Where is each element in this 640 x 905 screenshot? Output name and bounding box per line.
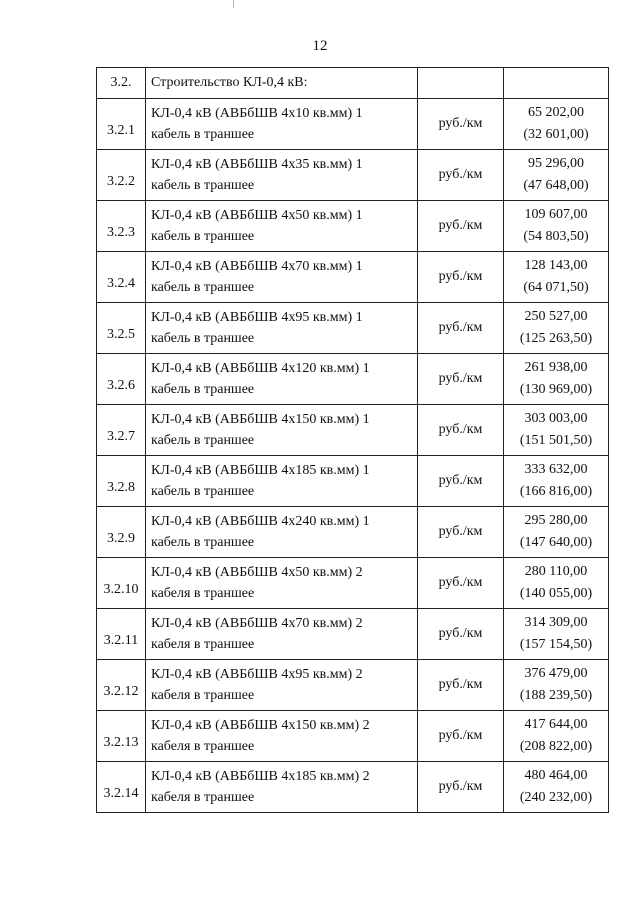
item-name-line1: КЛ-0,4 кВ (АВБбШВ 4х10 кв.мм) 1 — [151, 106, 363, 121]
item-code: 3.2.6 — [107, 378, 135, 393]
item-name-cell — [146, 762, 418, 813]
item-name-line2: кабеля в траншее — [151, 739, 255, 754]
item-code-cell — [97, 660, 146, 711]
scan-mark — [233, 0, 234, 8]
item-price-cell — [504, 660, 609, 711]
item-price-alt: (125 263,50) — [519, 331, 593, 346]
item-price: 295 280,00 — [524, 513, 588, 528]
item-name-cell — [146, 303, 418, 354]
item-price: 280 110,00 — [524, 564, 588, 579]
item-price-cell — [504, 150, 609, 201]
item-price-alt: (47 648,00) — [523, 178, 589, 193]
item-name-cell — [146, 660, 418, 711]
section-code: 3.2. — [97, 68, 146, 99]
table-row — [97, 99, 609, 150]
table-row — [97, 405, 609, 456]
item-code-cell — [97, 354, 146, 405]
item-code-cell — [97, 558, 146, 609]
item-name-cell — [146, 201, 418, 252]
table-row — [97, 456, 609, 507]
item-name-line2: кабель в траншее — [151, 229, 255, 244]
item-name-cell — [146, 150, 418, 201]
item-price-cell — [504, 762, 609, 813]
item-name-line2: кабель в траншее — [151, 280, 255, 295]
item-price: 65 202,00 — [528, 105, 584, 120]
item-code-cell — [97, 150, 146, 201]
section-unit-cell — [418, 68, 504, 99]
item-code: 3.2.3 — [107, 225, 135, 240]
item-name-line1: КЛ-0,4 кВ (АВБбШВ 4х50 кв.мм) 2 — [151, 565, 363, 580]
table-row — [97, 762, 609, 813]
item-name-cell — [146, 507, 418, 558]
item-price-alt: (147 640,00) — [519, 535, 593, 550]
item-name-line2: кабель в траншее — [151, 127, 255, 142]
item-price: 109 607,00 — [524, 207, 588, 222]
item-code: 3.2.13 — [103, 735, 139, 750]
item-name-line1: КЛ-0,4 кВ (АВБбШВ 4х185 кв.мм) 1 — [151, 463, 370, 478]
item-code-cell — [97, 762, 146, 813]
item-price-alt: (240 232,00) — [519, 790, 593, 805]
item-code: 3.2.8 — [107, 480, 135, 495]
item-unit: руб./км — [418, 507, 504, 558]
item-name-line2: кабель в траншее — [151, 535, 255, 550]
item-price: 261 938,00 — [524, 360, 588, 375]
item-code-cell — [97, 201, 146, 252]
item-price-cell — [504, 354, 609, 405]
item-name-line1: КЛ-0,4 кВ (АВБбШВ 4х35 кв.мм) 1 — [151, 157, 363, 172]
item-name-line2: кабель в траншее — [151, 433, 255, 448]
item-name-line1: КЛ-0,4 кВ (АВБбШВ 4х70 кв.мм) 1 — [151, 259, 363, 274]
item-code: 3.2.2 — [107, 174, 135, 189]
item-unit: руб./км — [418, 609, 504, 660]
item-unit: руб./км — [418, 99, 504, 150]
item-price-alt: (32 601,00) — [523, 127, 589, 142]
item-unit: руб./км — [418, 303, 504, 354]
item-unit: руб./км — [418, 660, 504, 711]
item-name-cell — [146, 354, 418, 405]
item-name-line1: КЛ-0,4 кВ (АВБбШВ 4х240 кв.мм) 1 — [151, 514, 370, 529]
table-row — [97, 252, 609, 303]
table-row — [97, 150, 609, 201]
item-name-cell — [146, 252, 418, 303]
item-price: 333 632,00 — [524, 462, 588, 477]
item-name-line2: кабель в траншее — [151, 178, 255, 193]
item-name-line1: КЛ-0,4 кВ (АВБбШВ 4х50 кв.мм) 1 — [151, 208, 363, 223]
item-price: 128 143,00 — [524, 258, 588, 273]
item-price-alt: (130 969,00) — [519, 382, 593, 397]
item-price-cell — [504, 609, 609, 660]
item-unit: руб./км — [418, 405, 504, 456]
item-name-cell — [146, 405, 418, 456]
item-code: 3.2.7 — [107, 429, 135, 444]
item-unit: руб./км — [418, 201, 504, 252]
item-name-cell — [146, 456, 418, 507]
item-name-line2: кабеля в траншее — [151, 688, 255, 703]
item-code-cell — [97, 252, 146, 303]
table-row — [97, 558, 609, 609]
item-name-cell — [146, 99, 418, 150]
item-unit: руб./км — [418, 558, 504, 609]
tariff-table — [96, 67, 609, 813]
item-name-cell — [146, 558, 418, 609]
item-name-line1: КЛ-0,4 кВ (АВБбШВ 4х150 кв.мм) 2 — [151, 718, 370, 733]
item-price: 95 296,00 — [528, 156, 584, 171]
item-code-cell — [97, 405, 146, 456]
item-price-cell — [504, 456, 609, 507]
item-code: 3.2.11 — [103, 633, 139, 648]
item-price: 314 309,00 — [524, 615, 588, 630]
item-unit: руб./км — [418, 762, 504, 813]
item-price-cell — [504, 252, 609, 303]
table-row — [97, 354, 609, 405]
item-price: 376 479,00 — [524, 666, 588, 681]
item-price-cell — [504, 201, 609, 252]
item-name-line2: кабеля в траншее — [151, 790, 255, 805]
table-row — [97, 609, 609, 660]
item-price-cell — [504, 558, 609, 609]
item-name-line2: кабеля в траншее — [151, 586, 255, 601]
section-title: Строительство КЛ-0,4 кВ: — [146, 68, 418, 99]
item-code-cell — [97, 507, 146, 558]
item-unit: руб./км — [418, 711, 504, 762]
item-price: 250 527,00 — [524, 309, 588, 324]
item-unit: руб./км — [418, 456, 504, 507]
item-name-line1: КЛ-0,4 кВ (АВБбШВ 4х185 кв.мм) 2 — [151, 769, 370, 784]
item-name-cell — [146, 711, 418, 762]
item-price-alt: (151 501,50) — [519, 433, 593, 448]
item-name-line1: КЛ-0,4 кВ (АВБбШВ 4х120 кв.мм) 1 — [151, 361, 370, 376]
item-price-alt: (208 822,00) — [519, 739, 593, 754]
item-price-cell — [504, 303, 609, 354]
item-unit: руб./км — [418, 150, 504, 201]
item-code: 3.2.9 — [107, 531, 135, 546]
item-code-cell — [97, 99, 146, 150]
item-code: 3.2.5 — [107, 327, 135, 342]
table-row — [97, 303, 609, 354]
item-name-line2: кабель в траншее — [151, 484, 255, 499]
item-code-cell — [97, 456, 146, 507]
table-row — [97, 201, 609, 252]
page-number: 12 — [312, 38, 328, 54]
item-code-cell — [97, 711, 146, 762]
item-price-cell — [504, 99, 609, 150]
item-price-alt: (157 154,50) — [519, 637, 593, 652]
item-name-line2: кабель в траншее — [151, 382, 255, 397]
item-code: 3.2.1 — [107, 123, 135, 138]
section-row — [97, 68, 609, 99]
item-code: 3.2.10 — [103, 582, 139, 597]
item-unit: руб./км — [418, 354, 504, 405]
item-name-line1: КЛ-0,4 кВ (АВБбШВ 4х95 кв.мм) 2 — [151, 667, 363, 682]
item-price-cell — [504, 711, 609, 762]
item-code: 3.2.4 — [107, 276, 135, 291]
item-name-cell — [146, 609, 418, 660]
item-name-line2: кабель в траншее — [151, 331, 255, 346]
table-row — [97, 660, 609, 711]
table-row — [97, 711, 609, 762]
item-name-line2: кабеля в траншее — [151, 637, 255, 652]
item-name-line1: КЛ-0,4 кВ (АВБбШВ 4х70 кв.мм) 2 — [151, 616, 363, 631]
item-price-cell — [504, 405, 609, 456]
item-price-cell — [504, 507, 609, 558]
table-row — [97, 507, 609, 558]
item-price: 303 003,00 — [524, 411, 588, 426]
item-code: 3.2.12 — [103, 684, 139, 699]
item-code: 3.2.14 — [103, 786, 139, 801]
item-name-line1: КЛ-0,4 кВ (АВБбШВ 4х150 кв.мм) 1 — [151, 412, 370, 427]
item-price: 480 464,00 — [524, 768, 588, 783]
item-name-line1: КЛ-0,4 кВ (АВБбШВ 4х95 кв.мм) 1 — [151, 310, 363, 325]
section-price-cell — [504, 68, 609, 99]
item-code-cell — [97, 303, 146, 354]
item-price-alt: (188 239,50) — [519, 688, 593, 703]
item-price: 417 644,00 — [524, 717, 588, 732]
item-price-alt: (54 803,50) — [523, 229, 589, 244]
item-unit: руб./км — [418, 252, 504, 303]
item-code-cell — [97, 609, 146, 660]
item-price-alt: (166 816,00) — [519, 484, 593, 499]
item-price-alt: (140 055,00) — [519, 586, 593, 601]
item-price-alt: (64 071,50) — [523, 280, 589, 295]
